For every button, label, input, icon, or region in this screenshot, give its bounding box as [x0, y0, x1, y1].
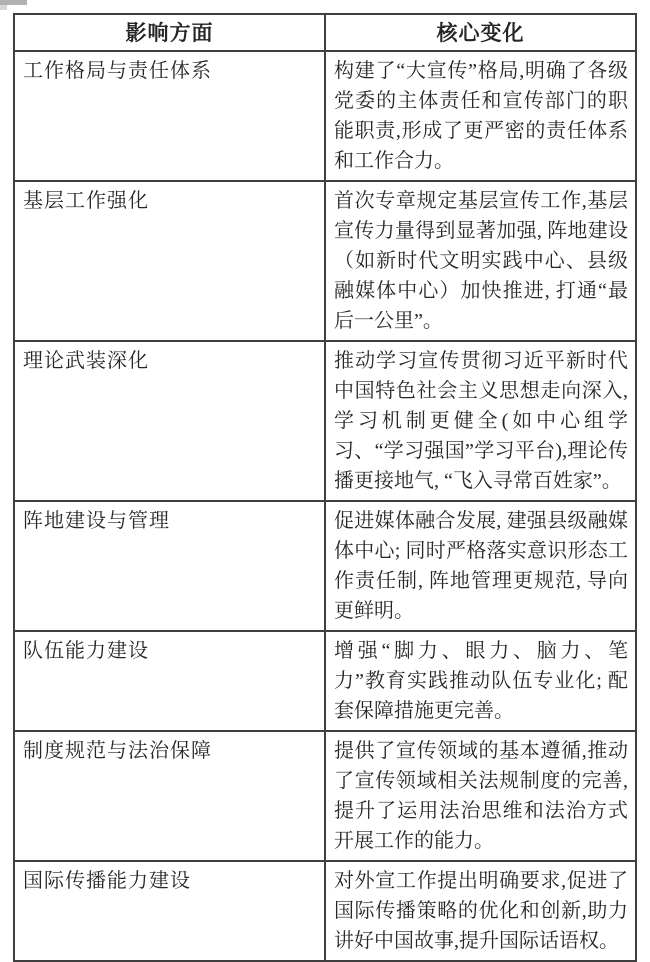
change-cell: 对外宣工作提出明确要求,促进了国际传播策略的优化和创新,助力讲好中国故事,提升国际话语权。: [325, 861, 636, 961]
change-cell: 促进媒体融合发展, 建强县级融媒体中心; 同时严格落实意识形态工作责任制, 阵地管理更规范, 导向更鲜明。: [325, 501, 636, 631]
table-row: [14, 731, 636, 861]
change-cell: 首次专章规定基层宣传工作,基层宣传力量得到显著加强, 阵地建设（如新时代文明实践中心、县级融媒体中心）加快推进, 打通“最后一公里”。: [325, 181, 636, 341]
impact-table: [13, 13, 637, 962]
table-header-row: [14, 14, 636, 51]
column-header-change: 核心变化: [325, 14, 636, 51]
scan-edge-artifact: [0, 5, 7, 10]
table-row: [14, 631, 636, 731]
change-cell: 提供了宣传领域的基本遵循,推动了宣传领域相关法规制度的完善,提升了运用法治思维和法治方式开展工作的能力。: [325, 731, 636, 861]
table-row: [14, 181, 636, 341]
aspect-cell: 工作格局与责任体系: [14, 51, 325, 181]
table-row: [14, 51, 636, 181]
table-row: [14, 501, 636, 631]
aspect-cell: 阵地建设与管理: [14, 501, 325, 631]
table-row: [14, 341, 636, 501]
aspect-cell: 理论武装深化: [14, 341, 325, 501]
column-header-aspect: 影响方面: [14, 14, 325, 51]
change-cell: 构建了“大宣传”格局,明确了各级党委的主体责任和宣传部门的职能职责,形成了更严密的责任体系和工作合力。: [325, 51, 636, 181]
table-row: [14, 861, 636, 961]
change-cell: 增强“脚力、眼力、脑力、笔力”教育实践推动队伍专业化; 配套保障措施更完善。: [325, 631, 636, 731]
aspect-cell: 队伍能力建设: [14, 631, 325, 731]
aspect-cell: 基层工作强化: [14, 181, 325, 341]
change-cell: 推动学习宣传贯彻习近平新时代中国特色社会主义思想走向深入,学习机制更健全(如中心组学习、“学习强国”学习平台),理论传播更接地气, “飞入寻常百姓家”。: [325, 341, 636, 501]
aspect-cell: 制度规范与法治保障: [14, 731, 325, 861]
aspect-cell: 国际传播能力建设: [14, 861, 325, 961]
